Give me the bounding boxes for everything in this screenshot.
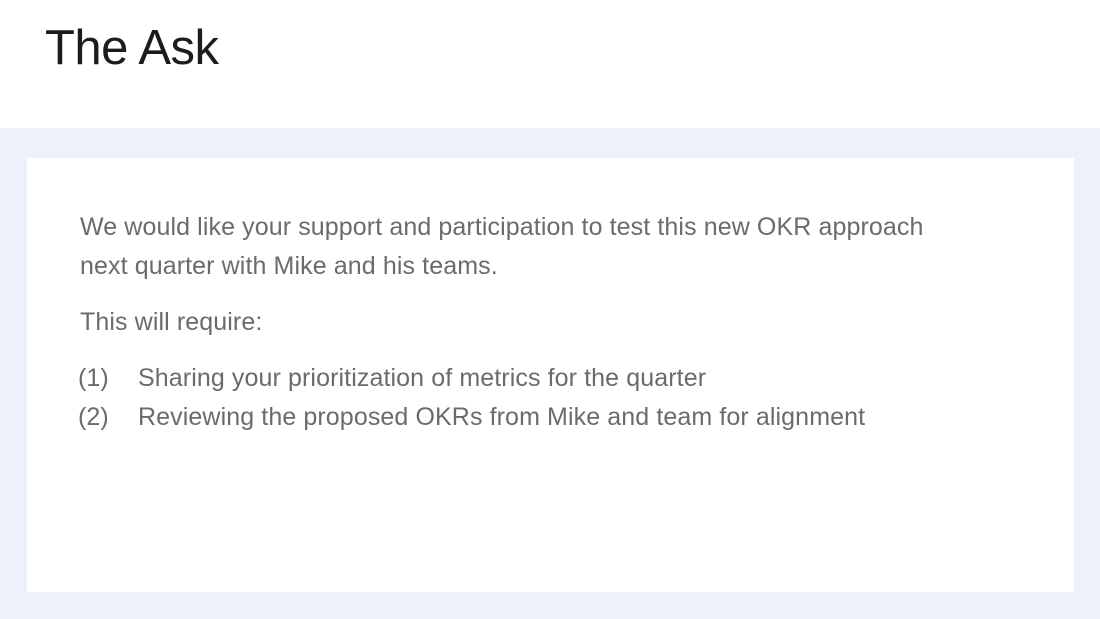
slide-title: The Ask [45,21,219,75]
list-item-number: (2) [78,403,109,431]
list-item-text: Reviewing the proposed OKRs from Mike and team for alignment [138,403,866,431]
intro-paragraph [80,208,1014,286]
list-item-number: (1) [78,364,109,392]
list-item [78,359,1014,398]
requirements-list [78,359,1014,437]
content-card [27,158,1074,592]
intro-paragraph-line-1: We would like your support and participation to test this new OKR approach [80,213,924,241]
list-item [78,398,1014,437]
content-band [0,128,1100,619]
requirements-lead-in: This will require: [80,308,263,336]
slide-header [0,0,1100,128]
list-item-text: Sharing your prioritization of metrics for the quarter [138,364,707,392]
intro-paragraph-line-2: next quarter with Mike and his teams. [80,252,498,280]
